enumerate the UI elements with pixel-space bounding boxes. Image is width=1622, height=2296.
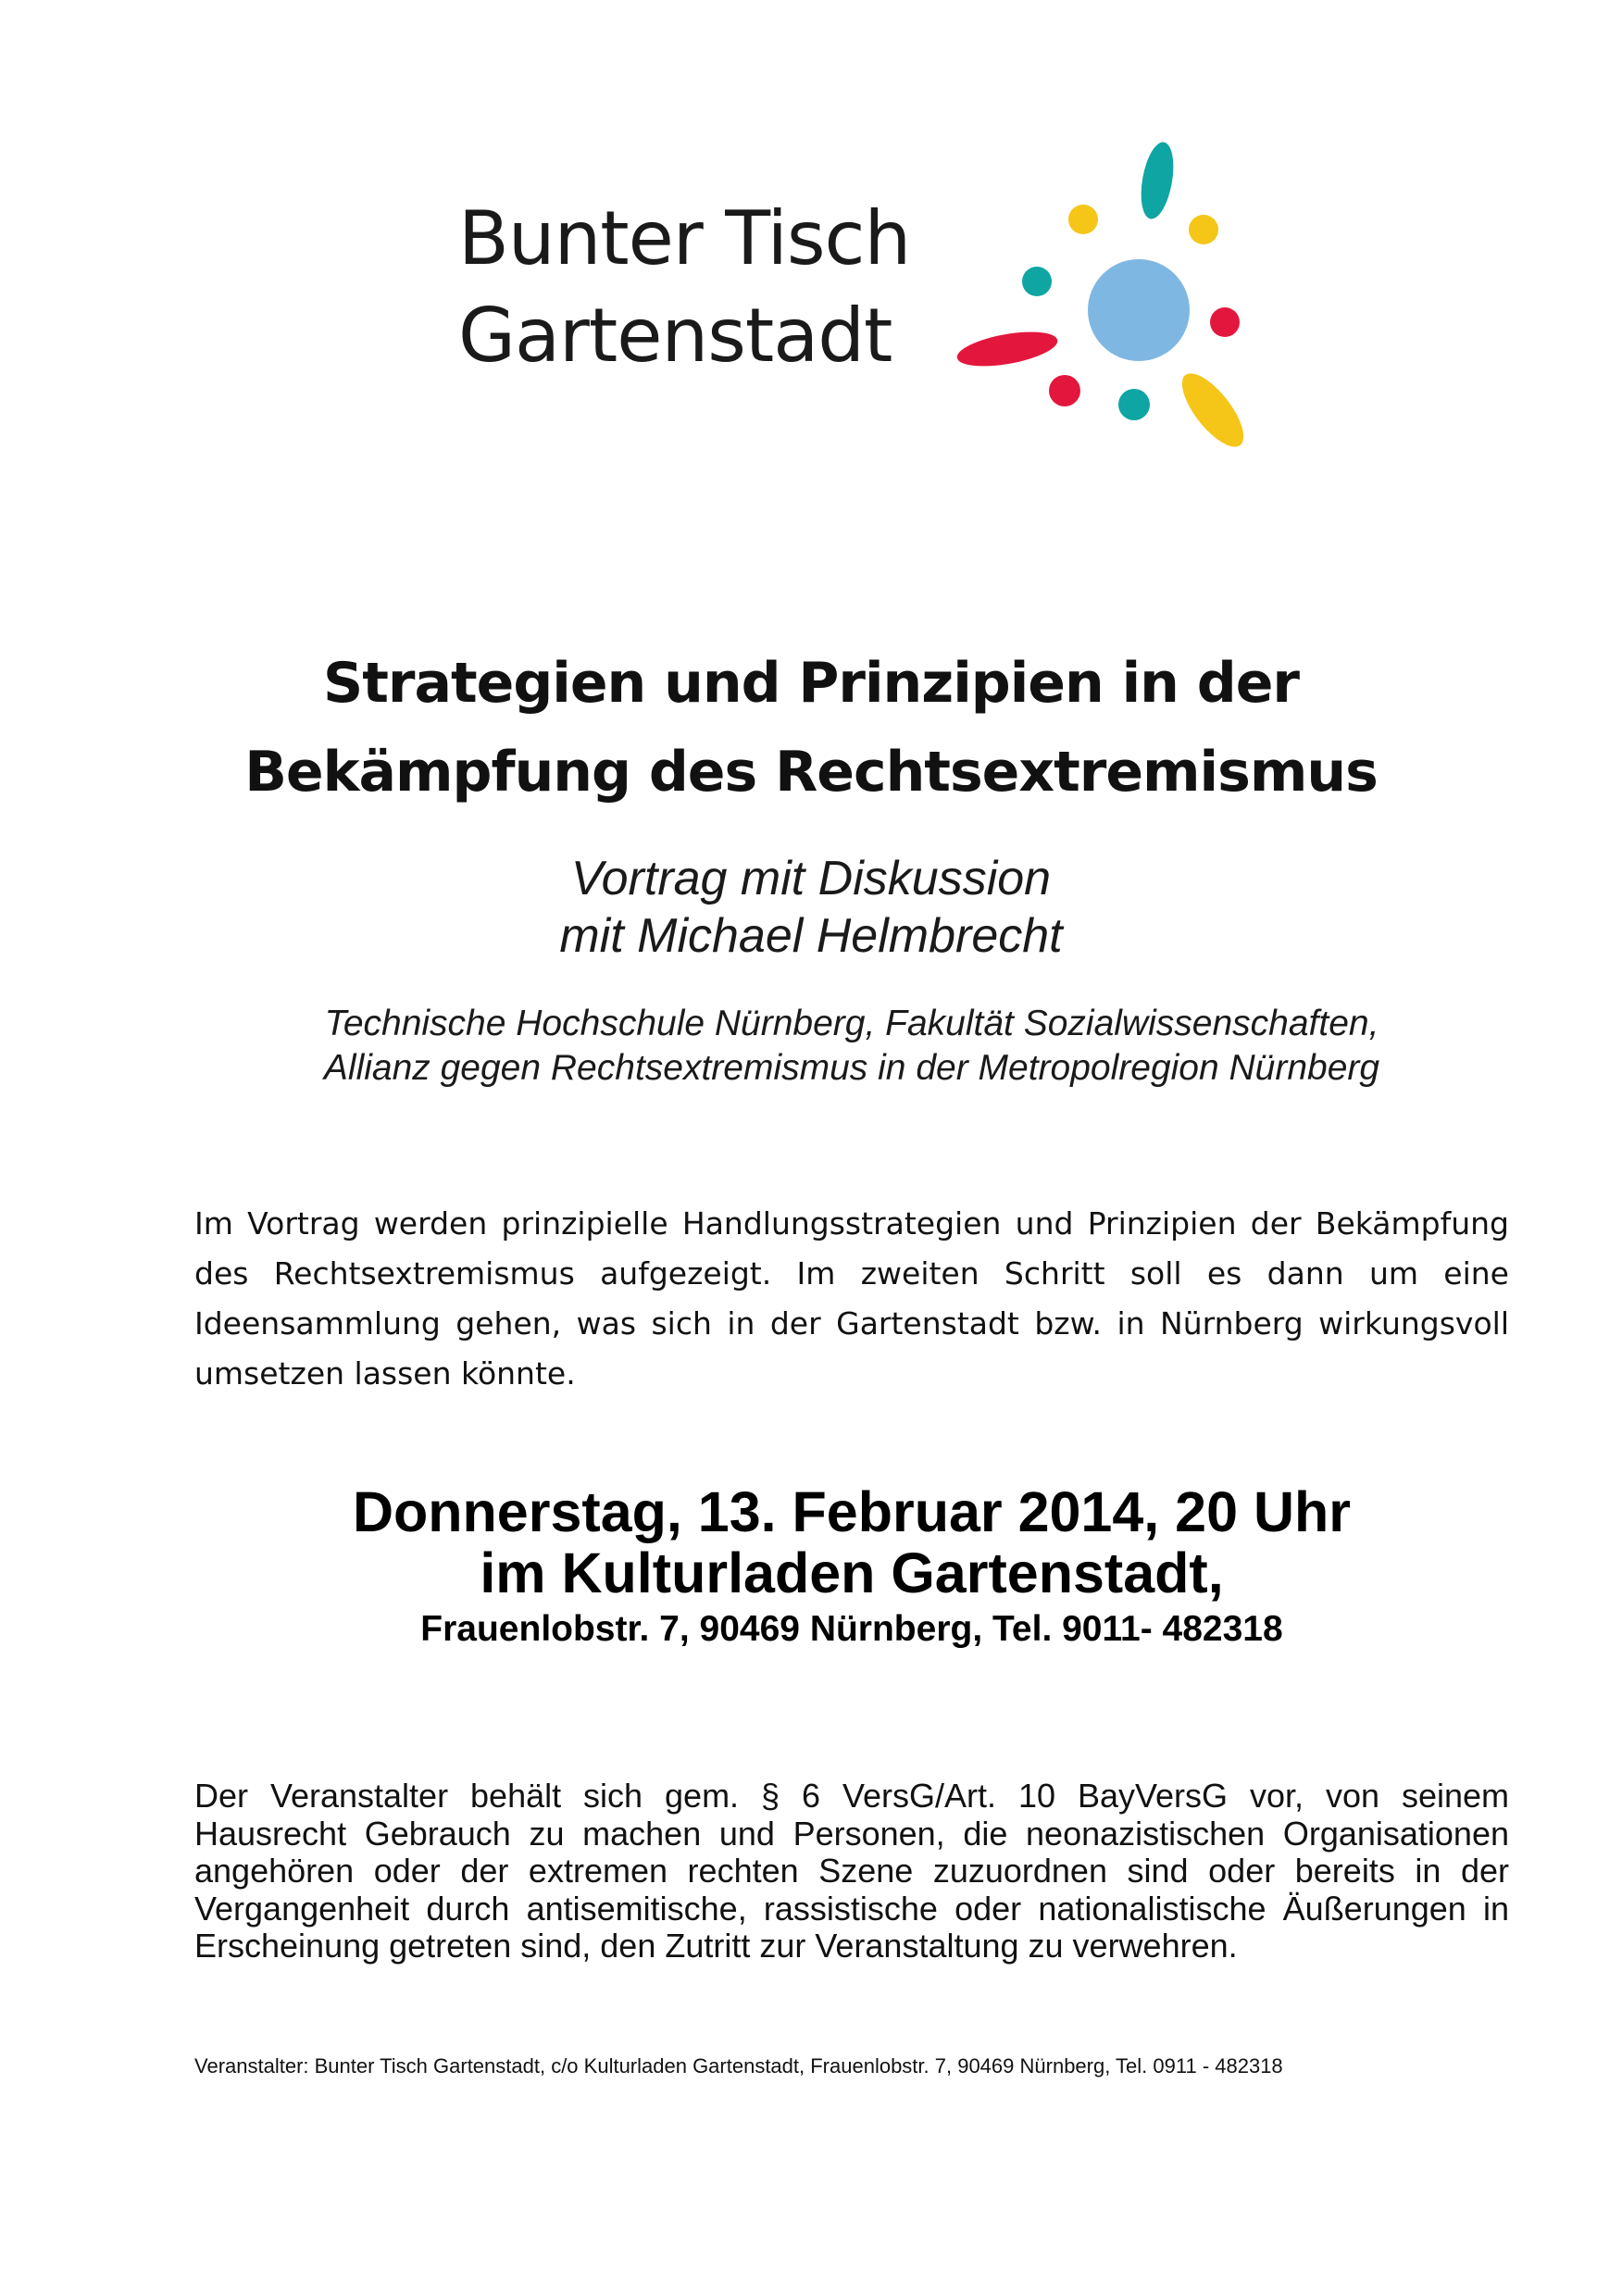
event-details: [0, 1481, 1622, 1655]
footer-organizer: Veranstalter: Bunter Tisch Gartenstadt, c/o Kulturladen Gartenstadt, Frauenlobstr. 7, 90469 Nürnberg, Tel. 0911 - 482318: [194, 2054, 1283, 2078]
subtitle-line-1: Vortrag mit Diskussion: [570, 852, 1052, 905]
disclaimer-paragraph: Der Veranstalter behält sich gem. § 6 VersG/Art. 10 BayVersG vor, von seinem Hausrecht Gebrauch zu machen und Personen, die neonazistischen Organisationen angehören oder der extremen rechten Szene zuzuordnen sind oder bereits in der Vergangenheit durch antisemitische, rassistische oder nationalistische Äußerungen in Erscheinung getreten sind, den Zutritt zur Veranstaltung zu verwehren.: [194, 1777, 1509, 1965]
organizers: [0, 1002, 1622, 1091]
logo-teal-dot-left: [1022, 267, 1052, 296]
subtitle-line-2: mit Michael Helmbrecht: [559, 909, 1063, 963]
page-title: [0, 639, 1622, 817]
logo-yellow-dot-right: [1189, 215, 1218, 244]
logo-teal-drop-top: [1136, 140, 1179, 221]
logo-line-2: Gartenstadt: [458, 293, 892, 379]
subtitle: [0, 850, 1622, 965]
organizers-line-1: Technische Hochschule Nürnberg, Fakultät Sozialwissenschaften,: [324, 1004, 1379, 1043]
logo-red-drop-left: [954, 326, 1060, 373]
organizers-line-2: Allianz gegen Rechtsextremismus in der Metropolregion Nürnberg: [323, 1048, 1380, 1088]
sun-logo-icon: [944, 130, 1278, 463]
logo-yellow-dot-left: [1068, 205, 1098, 234]
title-line-1: Strategien und Prinzipien in der: [323, 651, 1299, 716]
logo-red-dot-bottom: [1049, 375, 1080, 406]
logo-yellow-drop-bottom: [1171, 364, 1254, 455]
logo-sun-circle: [1088, 259, 1190, 361]
event-date: Donnerstag, 13. Februar 2014, 20 Uhr: [352, 1480, 1352, 1543]
title-line-2: Bekämpfung des Rechtsextremismus: [244, 740, 1378, 805]
event-place: im Kulturladen Gartenstadt,: [480, 1541, 1224, 1604]
logo-wordmark: [458, 190, 910, 384]
logo-teal-dot-bottom: [1118, 389, 1150, 420]
logo-red-dot-right: [1210, 307, 1240, 337]
logo-line-1: Bunter Tisch: [458, 195, 911, 281]
intro-paragraph: Im Vortrag werden prinzipielle Handlungsstrategien und Prinzipien der Bekämpfung des Rechtsextremismus aufgezeigt. Im zweiten Schritt soll es dann um eine Ideensammlung gehen, was sich in der Gartenstadt bzw. in Nürnberg wirkungsvoll umsetzen lassen könnte.: [194, 1205, 1509, 1391]
event-address: Frauenlobstr. 7, 90469 Nürnberg, Tel. 9011- 482318: [420, 1609, 1283, 1649]
